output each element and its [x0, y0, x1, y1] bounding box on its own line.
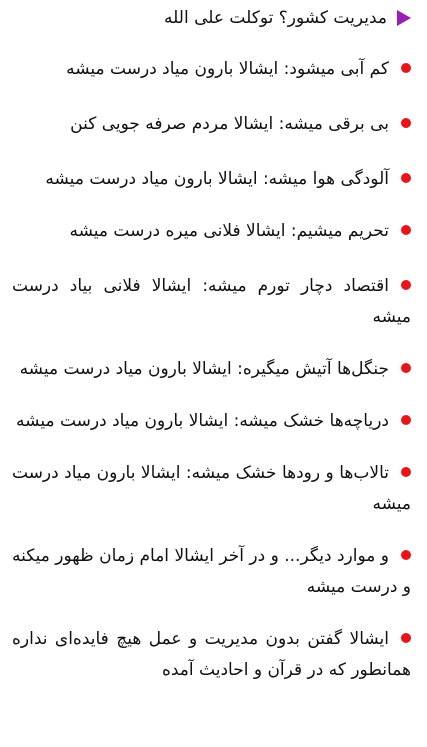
- red-bullet-icon: [401, 633, 411, 643]
- red-bullet-icon: [401, 173, 411, 183]
- red-bullet-icon: [401, 415, 411, 425]
- red-bullet-icon: [401, 363, 411, 373]
- page-title: مدیریت کشور؟ توکلت علی الله: [164, 8, 387, 28]
- red-bullet-icon: [401, 118, 411, 128]
- red-bullet-icon: [401, 280, 411, 290]
- red-bullet-icon: [401, 467, 411, 477]
- header: [12, 4, 411, 32]
- list-item: [12, 354, 411, 385]
- list-item-text: کم آبی میشود: ایشالا بارون میاد درست میشه: [66, 59, 389, 79]
- list-item-text: تحریم میشیم: ایشالا فلانی میره درست میشه: [69, 221, 389, 241]
- list-item-text: اقتصاد دچار تورم میشه: ایشالا فلانی بیاد درست میشه: [12, 276, 411, 327]
- triangle-marker-icon: [397, 10, 411, 26]
- list-item: [12, 54, 411, 85]
- red-bullet-icon: [401, 550, 411, 560]
- red-bullet-icon: [401, 225, 411, 235]
- list-item: [12, 458, 411, 520]
- list-item-text: و موارد دیگر... و در آخر ایشالا امام زمان ظهور میکنه و درست میشه: [12, 546, 411, 597]
- list-item: [12, 164, 411, 195]
- list-item-text: ایشالا گفتن بدون مدیریت و عمل هیچ فایده‌ای نداره همانطور که در قرآن و احادیث آمده: [12, 629, 411, 680]
- list-item: [12, 406, 411, 437]
- list-item-text: تالاب‌ها و رودها خشک میشه: ایشالا بارون میاد درست میشه: [12, 463, 411, 514]
- list-item: [12, 541, 411, 603]
- list-item: [12, 109, 411, 140]
- list-item-text: آلودگی هوا میشه: ایشالا بارون میاد درست میشه: [45, 169, 389, 189]
- list-item: [12, 271, 411, 333]
- list-item-text: بی برقی میشه: ایشالا مردم صرفه جویی کنن: [70, 114, 389, 134]
- list-item: [12, 216, 411, 247]
- red-bullet-icon: [401, 63, 411, 73]
- bullet-list: [12, 54, 411, 686]
- list-item: [12, 624, 411, 686]
- list-item-text: جنگل‌ها آتیش میگیره: ایشالا بارون میاد درست میشه: [19, 359, 389, 379]
- list-item-text: دریاچه‌ها خشک میشه: ایشالا بارون میاد درست میشه: [16, 411, 389, 431]
